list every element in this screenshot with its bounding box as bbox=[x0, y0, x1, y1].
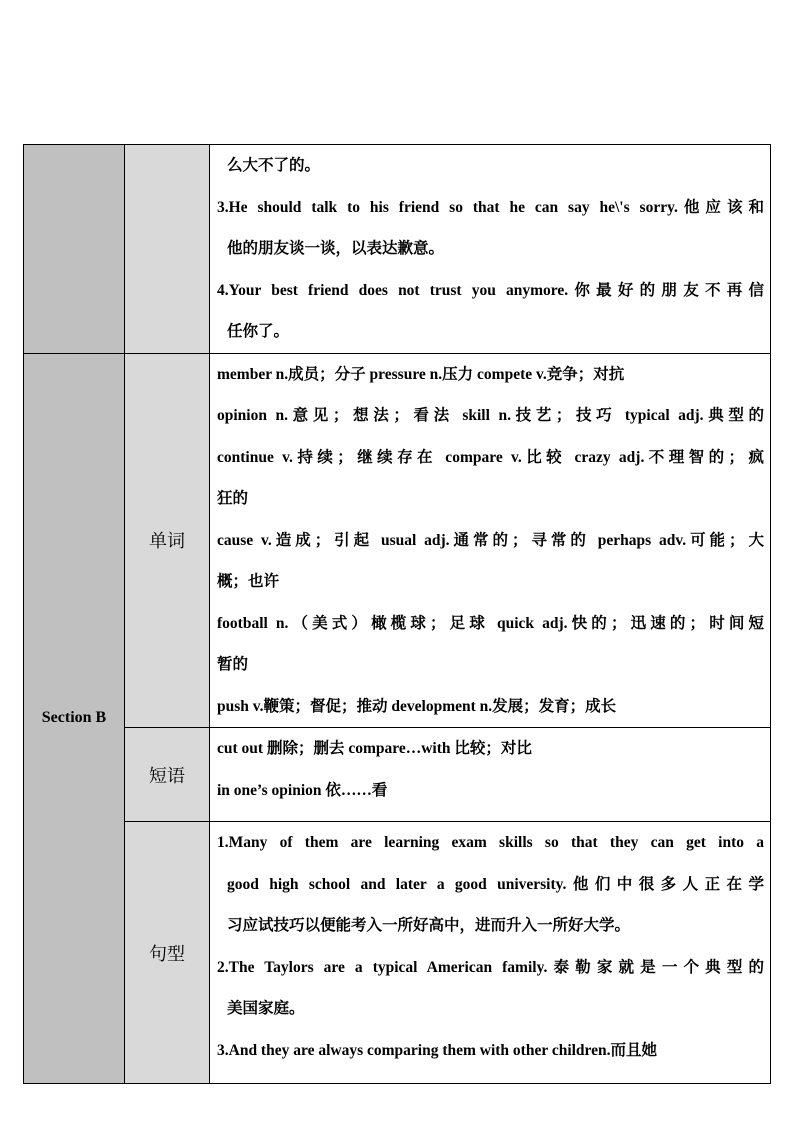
category-label-phrases: 短语 bbox=[125, 728, 210, 822]
content-cell bbox=[210, 145, 771, 354]
content-line: continue v.持续；继续存在 compare v.比较 crazy adj.不理智的；疯 bbox=[217, 448, 764, 466]
content-line: cut out 删除；删去 compare…with 比较；对比 bbox=[217, 740, 532, 757]
sentences-cell bbox=[210, 822, 771, 1084]
category-label-sentences: 句型 bbox=[125, 822, 210, 1084]
words-cell bbox=[210, 353, 771, 728]
content-line: 任你了。 bbox=[227, 323, 290, 340]
content-line: 习应试技巧以便能考入一所好高中，进而升入一所好大学。 bbox=[227, 917, 631, 934]
content-line: football n.（美式）橄榄球；足球 quick adj.快的；迅速的；时间短 bbox=[217, 614, 764, 632]
content-line: member n.成员；分子 pressure n.压力 compete v.竞争；对抗 bbox=[217, 365, 625, 383]
content-line: 1.Many of them are learning exam skills so that they can get into a bbox=[217, 834, 764, 851]
content-line: 么大不了的。 bbox=[227, 157, 321, 174]
content-line: good high school and later a good university.他们中很多人正在学 bbox=[227, 875, 764, 893]
content-line: 3.He should talk to his friend so that he can say he\'s sorry.他应该和 bbox=[217, 198, 764, 216]
table-row bbox=[24, 353, 771, 728]
table-row bbox=[24, 145, 771, 354]
content-line: 4.Your best friend does not trust you anymore.你最好的朋友不再信 bbox=[217, 281, 764, 299]
content-line: cause v.造成；引起 usual adj.通常的；寻常的 perhaps adv.可能；大 bbox=[217, 531, 764, 549]
content-line: 他的朋友谈一谈，以表达歉意。 bbox=[227, 240, 445, 257]
phrases-cell bbox=[210, 728, 771, 822]
content-line: 美国家庭。 bbox=[227, 1000, 305, 1017]
category-label-words: 单词 bbox=[125, 353, 210, 728]
content-line: in one’s opinion 依……看 bbox=[217, 781, 388, 799]
content-line: 暂的 bbox=[217, 656, 249, 673]
section-label: Section B bbox=[24, 353, 125, 1084]
content-line: 3.And they are always comparing them with other children.而且她 bbox=[217, 1041, 658, 1059]
content-line: 2.The Taylors are a typical American family.泰勒家就是一个典型的 bbox=[217, 958, 764, 976]
table-row bbox=[24, 822, 771, 1084]
category-cell-empty bbox=[125, 145, 210, 354]
content-line: 狂的 bbox=[217, 490, 249, 507]
table-row bbox=[24, 728, 771, 822]
vocabulary-table bbox=[23, 144, 771, 1084]
content-line: push v.鞭策；督促；推动 development n.发展；发育；成长 bbox=[217, 697, 617, 715]
content-line: 概；也许 bbox=[217, 573, 280, 590]
section-cell-empty bbox=[24, 145, 125, 354]
content-line: opinion n.意见；想法；看法 skill n.技艺；技巧 typical adj.典型的 bbox=[217, 407, 764, 424]
